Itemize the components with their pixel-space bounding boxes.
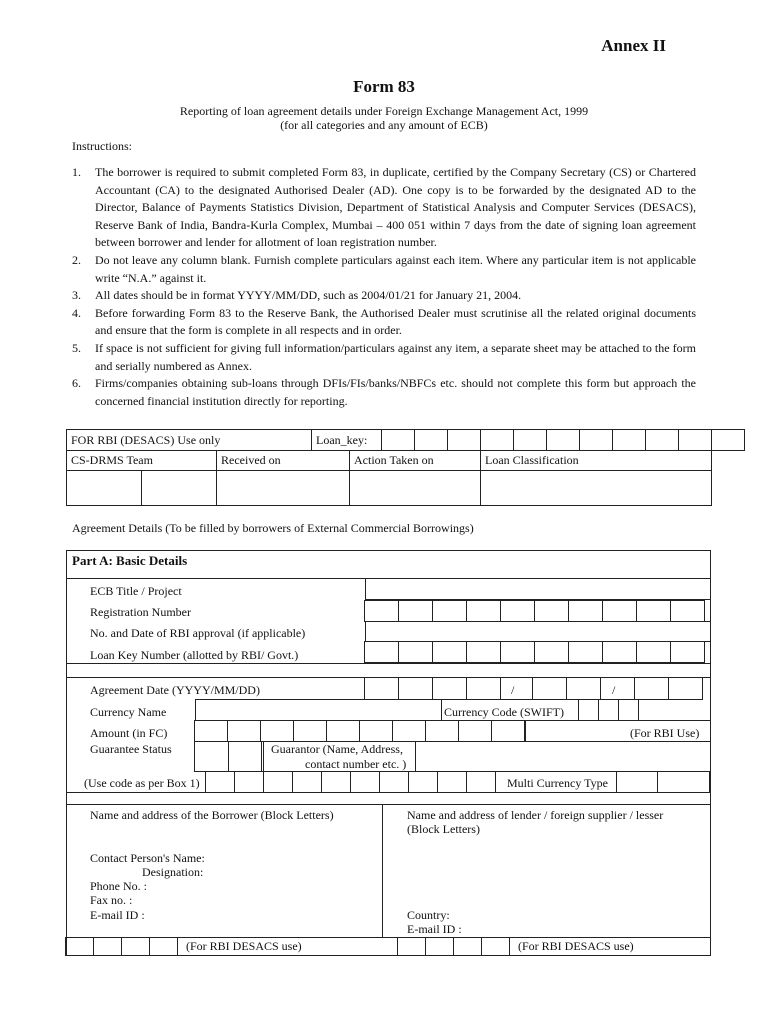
agreement-date-label: Agreement Date (YYYY/MM/DD) xyxy=(90,683,260,697)
rbi-approval-field[interactable] xyxy=(365,621,711,642)
loan-key-label: Loan_key: xyxy=(312,430,382,451)
instruction-item: 6. Firms/companies obtaining sub-loans through DFIs/FIs/banks/NBFCs etc. should not complete this form but approach the concerned financial institution directly for reporting. xyxy=(72,376,696,408)
annex-label: Annex II xyxy=(601,36,666,55)
instructions-list xyxy=(72,164,696,410)
loan-key-cell[interactable] xyxy=(679,430,712,451)
lender-code-cells[interactable] xyxy=(398,937,510,956)
instruction-item: 1. The borrower is required to submit completed Form 83, in duplicate, certified by the Company Secretary (CS) or Chartered Accountant (CA) to the designated Authorised Dealer (AD). One copy is to be forwarded by the designated AD to the Director, Balance of Payments Statistics Division, Department of Statistical Analysis and Computer Services (DESACS), Reserve Bank of India, Bandra-Kurla Complex, Mumbai – 400 051 within 7 days from the date of signing loan agreement between borrower and lender for allotment of loan registration number. xyxy=(72,165,696,250)
loan-key-cell[interactable] xyxy=(646,430,679,451)
registration-number-label: Registration Number xyxy=(90,605,191,619)
use-code-cells[interactable] xyxy=(206,771,496,793)
contact-person-label: Contact Person's Name: xyxy=(90,851,205,865)
instruction-item: 2. Do not leave any column blank. Furnish complete particulars against each item. Where any particular item is not applicable write “N.A.” against it. xyxy=(72,252,696,285)
instruction-item: 5. If space is not sufficient for giving full information/particulars against any item, a separate sheet may be attached to the form and serially numbered as Annex. xyxy=(72,340,696,373)
multi-currency-cells[interactable] xyxy=(617,771,710,793)
borrower-code-cells[interactable] xyxy=(66,937,178,956)
loan-key-cell[interactable] xyxy=(514,430,547,451)
part-a-title: Part A: Basic Details xyxy=(72,553,188,568)
loan-key-number-label: Loan Key Number (allotted by RBI/ Govt.) xyxy=(90,648,299,662)
instruction-item: 3. All dates should be in format YYYY/MM/DD, such as 2004/01/21 for January 21, 2004. xyxy=(72,288,522,303)
received-on-label: Received on xyxy=(217,451,350,471)
cs-drms-cell[interactable] xyxy=(142,471,217,506)
lender-heading-line-2: (Block Letters) xyxy=(407,822,480,836)
guarantee-status-cells[interactable] xyxy=(195,741,262,772)
loan-key-cell[interactable] xyxy=(382,430,415,451)
loan-key-cell[interactable] xyxy=(481,430,514,451)
loan-key-cell[interactable] xyxy=(415,430,448,451)
currency-name-field[interactable] xyxy=(195,699,442,721)
lender-heading-line-1: Name and address of lender / foreign supplier / lesser xyxy=(407,808,664,822)
subtitle-line-2: (for all categories and any amount of ECB) xyxy=(280,118,488,132)
loan-key-cell[interactable] xyxy=(613,430,646,451)
action-taken-cell[interactable] xyxy=(350,471,481,506)
email-label-lender: E-mail ID : xyxy=(407,922,462,936)
loan-key-cell[interactable] xyxy=(712,430,745,451)
date-separator: / xyxy=(511,683,515,697)
loan-key-number-cells[interactable] xyxy=(365,641,705,663)
designation-label: Designation: xyxy=(142,865,204,879)
desacs-use-label-right: (For RBI DESACS use) xyxy=(518,939,634,953)
phone-label: Phone No. : xyxy=(90,879,147,893)
loan-key-cell[interactable] xyxy=(547,430,580,451)
registration-number-cells[interactable] xyxy=(365,600,705,622)
fax-label: Fax no. : xyxy=(90,893,133,907)
currency-code-cells[interactable] xyxy=(579,699,639,721)
country-label: Country: xyxy=(407,908,450,922)
multi-currency-label: Multi Currency Type xyxy=(507,776,608,790)
loan-key-cell[interactable] xyxy=(580,430,613,451)
currency-name-label: Currency Name xyxy=(90,705,167,719)
subtitle-line-1: Reporting of loan agreement details under Foreign Exchange Management Act, 1999 xyxy=(179,104,589,118)
date-separator: / xyxy=(612,683,616,697)
instruction-item: 4. Before forwarding Form 83 to the Reserve Bank, the Authorised Dealer must scrutinise all the related original documents and ensure that the form is complete in all respects and in order. xyxy=(72,305,696,338)
rbi-use-table xyxy=(66,429,745,451)
currency-code-label: Currency Code (SWIFT) xyxy=(444,705,564,719)
email-label-borrower: E-mail ID : xyxy=(90,908,145,922)
rbi-approval-label: No. and Date of RBI approval (if applicable) xyxy=(90,626,306,640)
loan-classification-label: Loan Classification xyxy=(481,451,712,471)
action-taken-label: Action Taken on xyxy=(350,451,481,471)
ecb-title-label: ECB Title / Project xyxy=(90,584,182,598)
cs-drms-label: CS-DRMS Team xyxy=(67,451,217,471)
rbi-team-table xyxy=(66,450,712,506)
guarantor-label-line-2: contact number etc. ) xyxy=(305,757,407,771)
form-title: Form 83 xyxy=(353,77,415,96)
cs-drms-cell[interactable] xyxy=(67,471,142,506)
ecb-title-field[interactable] xyxy=(365,578,711,600)
agreement-date-cells[interactable] xyxy=(365,677,703,700)
guarantor-field[interactable] xyxy=(415,741,711,772)
amount-label: Amount (in FC) xyxy=(90,726,168,740)
amount-cells[interactable] xyxy=(195,720,525,742)
for-rbi-label: FOR RBI (DESACS) Use only xyxy=(67,430,312,451)
received-on-cell[interactable] xyxy=(217,471,350,506)
agreement-note: Agreement Details (To be filled by borrowers of External Commercial Borrowings) xyxy=(72,521,474,535)
desacs-use-label-left: (For RBI DESACS use) xyxy=(186,939,302,953)
instructions-heading: Instructions: xyxy=(72,139,132,153)
loan-key-cell[interactable] xyxy=(448,430,481,451)
guarantee-status-label: Guarantee Status xyxy=(90,742,172,756)
borrower-heading: Name and address of the Borrower (Block Letters) xyxy=(90,808,334,822)
form-subtitle xyxy=(0,104,768,132)
guarantor-label-line-1: Guarantor (Name, Address, xyxy=(271,742,403,756)
for-rbi-use-label: (For RBI Use) xyxy=(630,726,700,740)
use-code-label: (Use code as per Box 1) xyxy=(84,776,200,790)
loan-classification-cell[interactable] xyxy=(481,471,712,506)
